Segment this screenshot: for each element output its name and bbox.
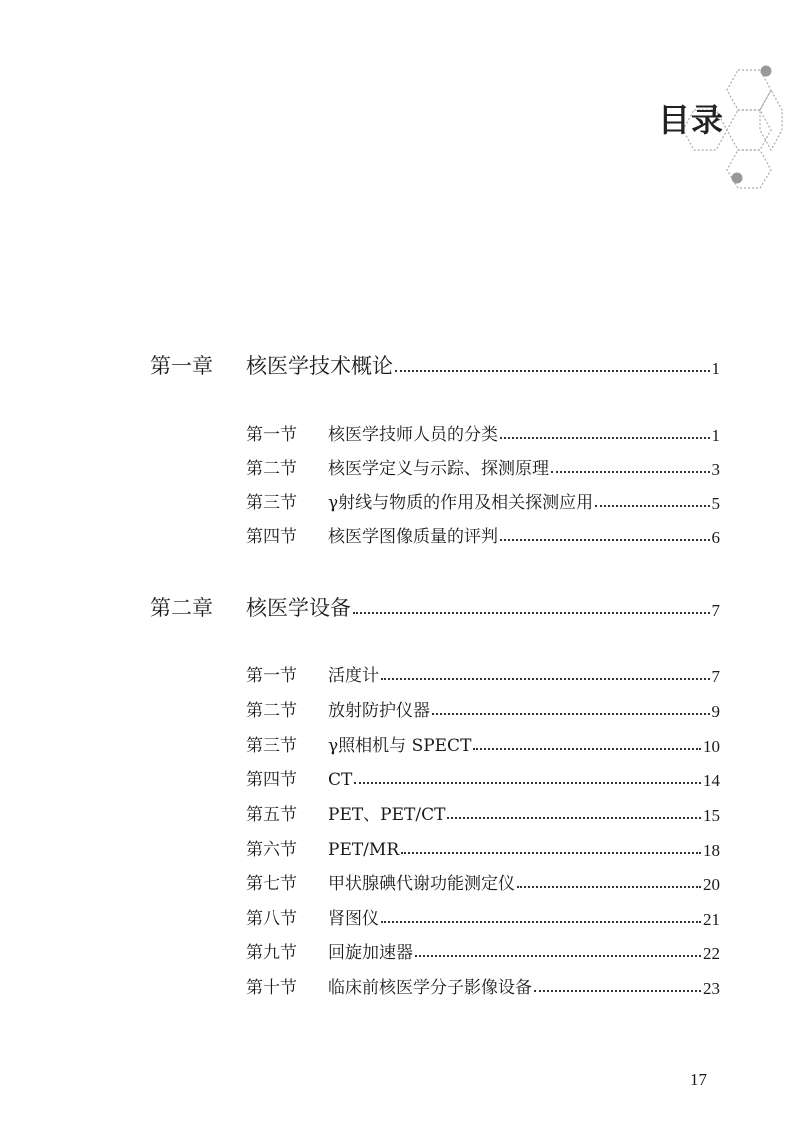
section-title: 肾图仪 bbox=[328, 909, 379, 929]
section-page: 9 bbox=[711, 702, 720, 721]
section-number: 第六节 bbox=[246, 840, 297, 860]
toc-section[interactable] bbox=[246, 661, 720, 685]
hexagon-dot-top bbox=[761, 66, 772, 77]
dot-leader bbox=[517, 886, 701, 888]
dot-leader bbox=[534, 990, 701, 992]
section-title: 放射防护仪器 bbox=[328, 701, 430, 721]
toc-section[interactable] bbox=[246, 696, 720, 720]
section-title: PET、PET/CT bbox=[328, 805, 446, 825]
section-number: 第一节 bbox=[246, 666, 297, 686]
page-title: 目录 bbox=[658, 101, 725, 139]
section-number: 第七节 bbox=[246, 874, 297, 894]
toc-chapter-2[interactable] bbox=[150, 589, 720, 619]
section-title: PET/MR bbox=[328, 840, 400, 860]
section-title: γ射线与物质的作用及相关探测应用 bbox=[328, 493, 594, 513]
section-page: 10 bbox=[703, 737, 720, 756]
section-number: 第八节 bbox=[246, 909, 297, 929]
dot-leader bbox=[381, 921, 701, 923]
toc-section[interactable] bbox=[246, 973, 720, 997]
section-number: 第一节 bbox=[246, 425, 297, 445]
section-title: 核医学技师人员的分类 bbox=[328, 425, 498, 445]
dot-leader bbox=[415, 955, 701, 957]
section-title: 核医学图像质量的评判 bbox=[328, 527, 498, 547]
chapter-number: 第一章 bbox=[150, 354, 213, 378]
chapter-title: 核医学技术概论 bbox=[246, 354, 393, 378]
section-page: 7 bbox=[711, 667, 720, 686]
section-number: 第十节 bbox=[246, 978, 297, 998]
page-number: 17 bbox=[690, 1070, 707, 1089]
dot-leader bbox=[381, 678, 710, 680]
toc-section[interactable] bbox=[246, 835, 720, 859]
section-page: 1 bbox=[711, 426, 720, 445]
section-title: 临床前核医学分子影像设备 bbox=[328, 978, 532, 998]
toc-section[interactable] bbox=[246, 800, 720, 824]
dot-leader bbox=[395, 370, 710, 372]
section-title: 回旋加速器 bbox=[328, 943, 413, 963]
section-title: γ照相机与 SPECT bbox=[328, 736, 472, 756]
toc-section[interactable] bbox=[246, 420, 720, 444]
section-title: 活度计 bbox=[328, 666, 379, 686]
dot-leader bbox=[401, 852, 701, 854]
toc-section[interactable] bbox=[246, 904, 720, 928]
section-page: 15 bbox=[703, 806, 720, 825]
dot-leader bbox=[354, 782, 701, 784]
section-page: 21 bbox=[703, 910, 720, 929]
dot-leader bbox=[500, 437, 710, 439]
toc-section[interactable] bbox=[246, 731, 720, 755]
section-page: 23 bbox=[703, 979, 720, 998]
chapter-page: 7 bbox=[711, 601, 720, 620]
dot-leader bbox=[353, 612, 710, 614]
section-number: 第二节 bbox=[246, 701, 297, 721]
chapter-title: 核医学设备 bbox=[246, 596, 351, 620]
toc-section[interactable] bbox=[246, 454, 720, 478]
section-page: 14 bbox=[703, 771, 720, 790]
section-page: 3 bbox=[711, 460, 720, 479]
toc-section[interactable] bbox=[246, 869, 720, 893]
chapter-number: 第二章 bbox=[150, 596, 213, 620]
dot-leader bbox=[447, 817, 701, 819]
section-page: 22 bbox=[703, 944, 720, 963]
section-number: 第四节 bbox=[246, 527, 297, 547]
toc-chapter-1[interactable] bbox=[150, 347, 720, 377]
section-number: 第九节 bbox=[246, 943, 297, 963]
dot-leader bbox=[595, 505, 709, 507]
section-title: 核医学定义与示踪、探测原理 bbox=[328, 459, 549, 479]
toc-section[interactable] bbox=[246, 938, 720, 962]
dot-leader bbox=[432, 713, 710, 715]
section-title: CT bbox=[328, 770, 353, 790]
toc-section[interactable] bbox=[246, 765, 720, 789]
dot-leader bbox=[500, 539, 710, 541]
section-page: 18 bbox=[703, 841, 720, 860]
section-number: 第三节 bbox=[246, 736, 297, 756]
chapter-page: 1 bbox=[711, 359, 720, 378]
dot-leader bbox=[551, 471, 710, 473]
toc-section[interactable] bbox=[246, 488, 720, 512]
hexagon-dot-bottom bbox=[732, 173, 743, 184]
section-page: 6 bbox=[711, 528, 720, 547]
section-number: 第四节 bbox=[246, 770, 297, 790]
toc-section[interactable] bbox=[246, 522, 720, 546]
section-number: 第五节 bbox=[246, 805, 297, 825]
section-number: 第二节 bbox=[246, 459, 297, 479]
section-number: 第三节 bbox=[246, 493, 297, 513]
section-page: 5 bbox=[711, 494, 720, 513]
section-title: 甲状腺碘代谢功能测定仪 bbox=[328, 874, 515, 894]
dot-leader bbox=[473, 748, 701, 750]
section-page: 20 bbox=[703, 875, 720, 894]
